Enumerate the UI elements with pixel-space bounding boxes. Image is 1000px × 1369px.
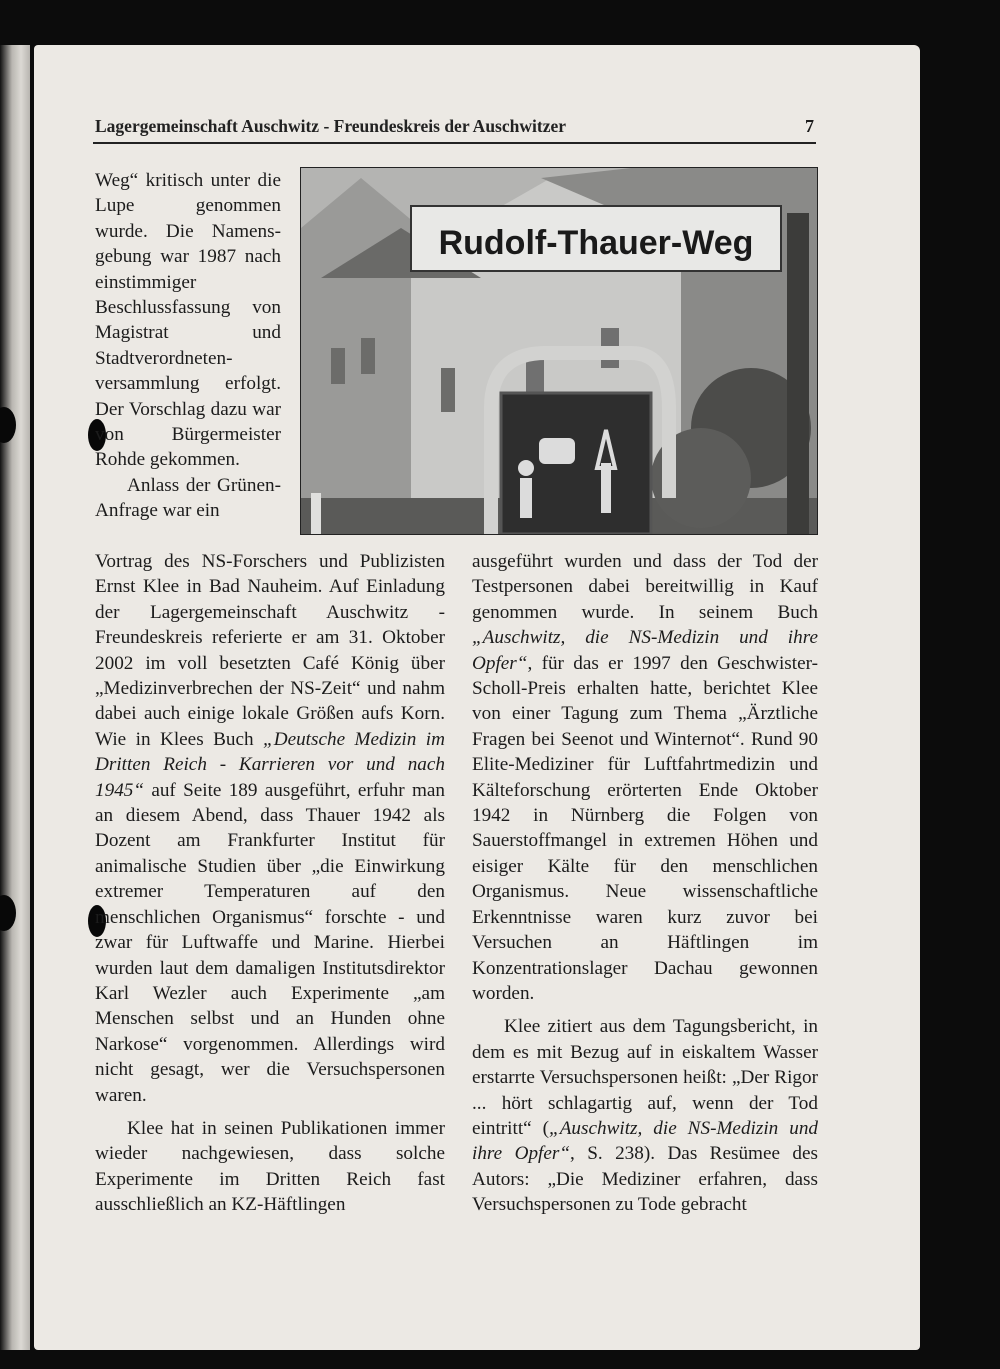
running-header: Lagergemeinschaft Auschwitz - Freundeskreis der Auschwitzer	[95, 116, 566, 136]
paragraph: Klee hat in seinen Publikationen immer wieder nachgewiesen, dass solche Experimente im Dritten Reich fast ausschließlich an KZ-Häftlingen	[95, 1117, 445, 1216]
book-title: „Auschwitz, die NS-Medizin und ihre Opfer“	[472, 627, 818, 674]
header-rule	[93, 142, 816, 144]
binding-edge	[0, 45, 30, 1350]
street-sign-text: Rudolf-Thauer-Weg	[438, 224, 754, 262]
paragraph: Klee zitiert aus dem Tagungsbericht, in dem es mit Bezug auf in eiskaltem Wasser erstarrte Versuchspersonen heißt: „Der Rigor ... hört schlagartig auf, wenn der Tod eintritt“ („Auschwitz, die NS-Medizin und ihre Opfer“, S. 238). Das Resümee des Autors: „Die Mediziner erfahren, dass Versuchspersonen zu Tode gebracht	[472, 1016, 819, 1216]
book-title: „Deutsche Medizin im Dritten Reich - Karrieren vor und nach 1945“	[95, 728, 445, 801]
street-sign-photo	[300, 167, 818, 535]
book-title: „Auschwitz, die NS-Medizin und ihre Opfer“	[472, 1117, 819, 1165]
paragraph: Weg“ kritisch unter die Lupe genommen wurde. Die Namensgebung war 1987 nach einstimmiger Beschlussfassung von Magistrat und Stadtverordnetenversammlung erfolgt. Der Vorschlag dazu war von Bürgermeister Rohde gekommen.	[95, 170, 281, 471]
text-column-left	[95, 549, 445, 1218]
paragraph: ausgeführt wurden und dass der Tod der Testpersonen dabei bereitwillig in Kauf genommen wurde. In seinem Buch „Auschwitz, die NS-Medizin und ihre Opfer“, für das er 1997 den Geschwister-Scholl-Preis erhalten hatte, berichtet Klee von einer Tagung zum Thema „Ärztliche Fragen bei Seenot und Winternot“. Rund 90 Elite-Mediziner für Luftfahrtmedizin und Kälteforschung erörterten Ende Oktober 1942 in Nürnberg die Folgen von Sauerstoffmangel in extremen Höhen und eisiger Kälte für den menschlichen Organismus. Neue wissenschaftliche Erkenntnisse waren kurz zuvor bei Versuchen an Häftlingen im Konzentrationslager Dachau gewonnen worden.	[472, 551, 818, 1004]
paragraph: Anlass der Grünen-Anfrage war ein	[95, 474, 281, 522]
text-column-right	[472, 549, 818, 1218]
text-column-narrow	[95, 168, 281, 524]
paragraph: Vortrag des NS-Forschers und Publizisten Ernst Klee in Bad Nauheim. Auf Einladung der Lagergemeinschaft Auschwitz - Freundeskreis referierte er am 31. Oktober 2002 im voll besetzten Café König über „Medizinverbrechen der NS-Zeit“ und nahm dabei auch einige lokale Größen aufs Korn. Wie in Klees Buch „Deutsche Medizin im Dritten Reich - Karrieren vor und nach 1945“ auf Seite 189 ausgeführt, erfuhr man an diesem Abend, dass Thauer 1942 als Dozent am Frankfurter Institut für animalische Studien über „die Einwirkung extremer Temperaturen auf den menschlichen Organismus“ forschte - und zwar für Luftwaffe und Marine. Hierbei wurden laut dem damaligen Institutsdirektor Karl Wezler auch Experimente „am Menschen selbst und an Hunden ohne Narkose“ vorgenommen. Allerdings wird nicht gesagt, wer die Versuchspersonen waren.	[95, 551, 445, 1106]
page-number: 7	[805, 116, 814, 136]
